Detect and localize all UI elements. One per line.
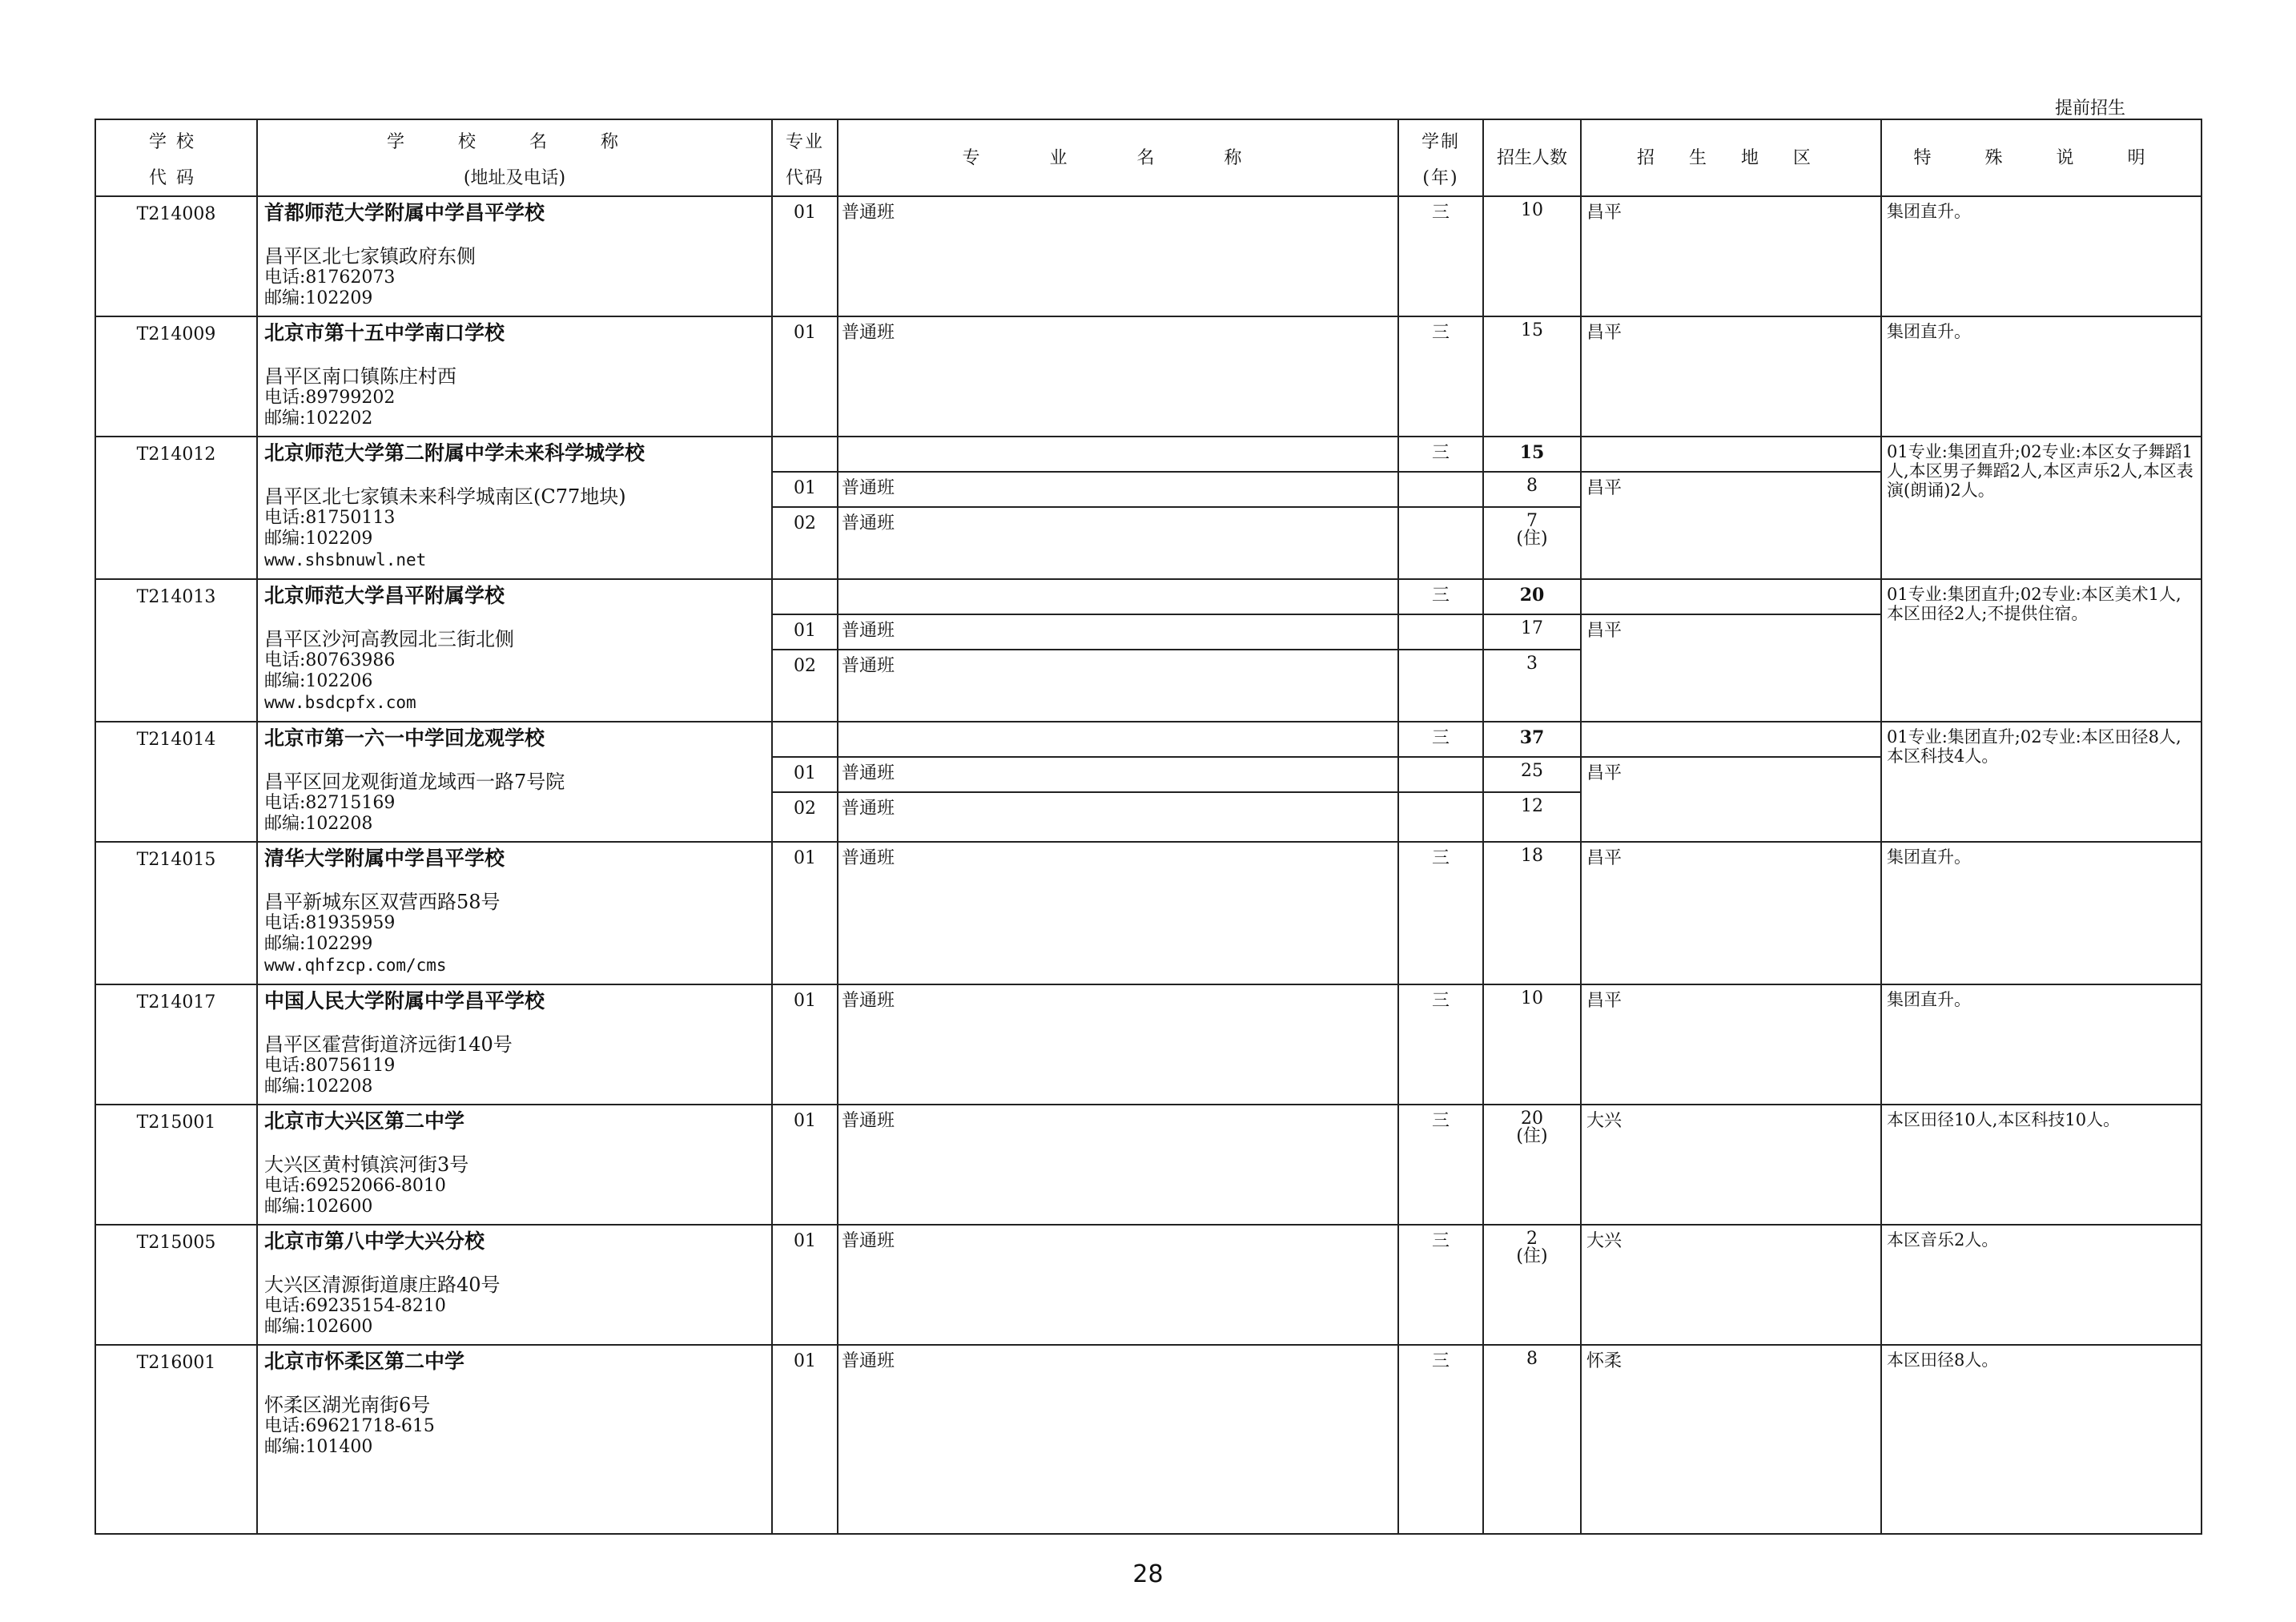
major-code: 02 [772,507,838,579]
quota [1483,757,1581,792]
years [1398,472,1483,507]
school-address: 昌平区回龙观街道龙域西一路7号院 [264,771,565,793]
major-name: 普通班 [838,614,1398,650]
years: 三 [1398,196,1483,316]
major-code: 01 [772,614,838,650]
header-region: 招 生 地 区 [1581,119,1881,196]
school-code: T214013 [95,579,257,722]
region: 昌平 [1581,316,1881,437]
remark: 集团直升。 [1881,842,2202,984]
major-code: 01 [772,316,838,437]
region: 昌平 [1581,842,1881,984]
years: 三 [1398,1225,1483,1345]
school-name: 北京市第十五中学南口学校 [264,321,505,344]
region [1581,437,1881,472]
quota-value: 7 [1526,511,1538,531]
school-address: 大兴区清源街道康庄路40号 [264,1274,501,1296]
region: 昌平 [1581,196,1881,316]
years: 三 [1398,722,1483,757]
major-name: 普通班 [838,196,1398,316]
school-postcode: 邮编:102208 [264,1077,373,1097]
table-row [95,196,2202,316]
region: 昌平 [1581,984,1881,1105]
remark: 01专业:集团直升;02专业:本区田径8人,本区科技4人。 [1881,722,2202,842]
major-name: 普通班 [838,650,1398,722]
school-code: T216001 [95,1345,257,1534]
school-code: T214012 [95,437,257,579]
years: 三 [1398,984,1483,1105]
header-row [95,119,2202,196]
school-info [257,437,772,579]
quota-total: 37 [1483,722,1581,757]
school-name: 清华大学附属中学昌平学校 [264,847,505,870]
quota-value: 8 [1526,1349,1538,1369]
school-name: 北京师范大学昌平附属学校 [264,584,505,607]
school-code: T215001 [95,1105,257,1225]
region: 大兴 [1581,1105,1881,1225]
school-info [257,579,772,722]
years: 三 [1398,1105,1483,1225]
years: 三 [1398,579,1483,614]
quota [1483,984,1581,1105]
quota [1483,792,1581,842]
table-row [95,1105,2202,1225]
school-phone: 电话:69252066-8010 [264,1176,446,1196]
header-school-name: 学 校 名 称 (地址及电话) [257,119,772,196]
region: 昌平 [1581,472,1881,579]
region: 怀柔 [1581,1345,1881,1534]
quota-value: 2 [1526,1229,1538,1249]
school-postcode: 邮编:102209 [264,288,373,308]
header-major-code: 专业 代码 [772,119,838,196]
table-row [95,984,2202,1105]
school-code: T214008 [95,196,257,316]
school-website: www.bsdcpfx.com [264,693,416,712]
years [1398,757,1483,792]
major-name [838,437,1398,472]
quota [1483,842,1581,984]
school-postcode: 邮编:102600 [264,1317,373,1337]
table-row [95,1225,2202,1345]
school-address: 昌平区南口镇陈庄村西 [264,365,456,388]
years: 三 [1398,842,1483,984]
quota [1483,650,1581,722]
quota [1483,1105,1581,1225]
region [1581,722,1881,757]
school-website: www.qhfzcp.com/cms [264,956,447,975]
school-code: T214017 [95,984,257,1105]
table-row [95,842,2202,984]
years: 三 [1398,1345,1483,1534]
school-address: 昌平区霍营街道济远街140号 [264,1033,513,1056]
quota-value: 10 [1521,988,1543,1008]
quota-value: 20 [1521,1109,1543,1129]
quota-note: (住) [1516,1246,1548,1266]
school-phone: 电话:69235154-8210 [264,1296,446,1316]
remark: 集团直升。 [1881,316,2202,437]
major-code: 01 [772,472,838,507]
school-info [257,1345,772,1534]
school-info [257,1105,772,1225]
school-postcode: 邮编:102299 [264,934,373,954]
quota [1483,1225,1581,1345]
major-code: 01 [772,1345,838,1534]
remark: 本区田径8人。 [1881,1345,2202,1534]
school-postcode: 邮编:102206 [264,671,373,691]
years [1398,792,1483,842]
region: 大兴 [1581,1225,1881,1345]
quota [1483,507,1581,579]
school-name: 首都师范大学附属中学昌平学校 [264,201,545,224]
major-code: 01 [772,842,838,984]
school-phone: 电话:81935959 [264,913,396,933]
years [1398,614,1483,650]
table-row [95,316,2202,437]
quota [1483,196,1581,316]
school-postcode: 邮编:102202 [264,409,373,429]
header-major-name: 专 业 名 称 [838,119,1398,196]
years [1398,507,1483,579]
major-code: 02 [772,792,838,842]
major-name: 普通班 [838,1225,1398,1345]
school-phone: 电话:69621718-615 [264,1416,435,1436]
remark: 01专业:集团直升;02专业:本区女子舞蹈1人,本区男子舞蹈2人,本区声乐2人,本区表演(朗诵)2人。 [1881,437,2202,579]
school-info [257,196,772,316]
school-name: 北京市第一六一中学回龙观学校 [264,726,545,750]
school-postcode: 邮编:102209 [264,529,373,549]
major-name [838,722,1398,757]
quota-value: 10 [1521,200,1543,220]
school-postcode: 邮编:102600 [264,1197,373,1217]
school-address: 大兴区黄村镇滨河街3号 [264,1153,469,1176]
corner-tag: 提前招生 [2054,99,2125,119]
school-name: 北京师范大学第二附属中学未来科学城学校 [264,441,645,465]
major-name: 普通班 [838,842,1398,984]
major-code: 01 [772,196,838,316]
school-phone: 电话:89799202 [264,388,396,408]
school-name: 北京市怀柔区第二中学 [264,1350,465,1373]
region: 昌平 [1581,757,1881,842]
major-name [838,579,1398,614]
school-phone: 电话:82715169 [264,793,396,813]
admissions-table [94,119,2202,1535]
major-code [772,722,838,757]
school-website: www.shsbnuwl.net [264,550,427,570]
school-postcode: 邮编:101400 [264,1437,373,1457]
major-code: 01 [772,1225,838,1345]
quota-value: 17 [1521,618,1543,638]
major-code [772,437,838,472]
quota-value: 15 [1521,320,1543,340]
school-name: 北京市大兴区第二中学 [264,1109,465,1133]
school-address: 昌平区北七家镇未来科学城南区(C77地块) [264,485,626,508]
quota [1483,472,1581,507]
page-number: 28 [1132,1560,1164,1588]
major-name: 普通班 [838,507,1398,579]
quota-note: (住) [1516,1126,1548,1146]
school-info [257,984,772,1105]
major-name: 普通班 [838,757,1398,792]
quota-value: 18 [1521,846,1543,866]
quota-value: 25 [1521,761,1543,781]
school-name: 北京市第八中学大兴分校 [264,1230,485,1253]
remark: 本区田径10人,本区科技10人。 [1881,1105,2202,1225]
remark: 本区音乐2人。 [1881,1225,2202,1345]
remark: 集团直升。 [1881,984,2202,1105]
header-school-code: 学校 代码 [95,119,257,196]
school-phone: 电话:80763986 [264,650,396,670]
table-row [95,722,2202,757]
quota-note: (住) [1516,529,1548,549]
school-code: T214009 [95,316,257,437]
school-info [257,1225,772,1345]
quota-value: 12 [1521,796,1543,816]
school-code: T214014 [95,722,257,842]
school-address: 昌平新城东区双营西路58号 [264,891,501,913]
remark: 集团直升。 [1881,196,2202,316]
major-code: 02 [772,650,838,722]
major-code: 01 [772,1105,838,1225]
table-row [95,1345,2202,1534]
major-code [772,579,838,614]
major-name: 普通班 [838,792,1398,842]
quota-value: 8 [1526,476,1538,496]
years: 三 [1398,316,1483,437]
major-name: 普通班 [838,472,1398,507]
major-code: 01 [772,757,838,792]
table-row [95,579,2202,614]
school-address: 昌平区沙河高教园北三街北侧 [264,628,514,650]
school-info [257,316,772,437]
years: 三 [1398,437,1483,472]
school-phone: 电话:80756119 [264,1056,396,1076]
major-name: 普通班 [838,1105,1398,1225]
quota [1483,316,1581,437]
table-row [95,437,2202,472]
major-name: 普通班 [838,1345,1398,1534]
major-name: 普通班 [838,984,1398,1105]
remark: 01专业:集团直升;02专业:本区美术1人,本区田径2人;不提供住宿。 [1881,579,2202,722]
school-postcode: 邮编:102208 [264,814,373,834]
quota [1483,614,1581,650]
quota-total: 15 [1483,437,1581,472]
major-code: 01 [772,984,838,1105]
quota-total: 20 [1483,579,1581,614]
header-remark: 特 殊 说 明 [1881,119,2202,196]
school-phone: 电话:81750113 [264,508,396,528]
school-name: 中国人民大学附属中学昌平学校 [264,989,545,1012]
region: 昌平 [1581,614,1881,722]
quota [1483,1345,1581,1534]
years [1398,650,1483,722]
school-phone: 电话:81762073 [264,268,396,288]
school-code: T214015 [95,842,257,984]
school-address: 昌平区北七家镇政府东侧 [264,245,476,268]
school-address: 怀柔区湖光南街6号 [264,1394,431,1416]
header-years: 学制 (年) [1398,119,1483,196]
major-name: 普通班 [838,316,1398,437]
school-info [257,842,772,984]
header-quota: 招生人数 [1483,119,1581,196]
region [1581,579,1881,614]
quota-value: 3 [1526,654,1538,674]
school-code: T215005 [95,1225,257,1345]
school-info [257,722,772,842]
